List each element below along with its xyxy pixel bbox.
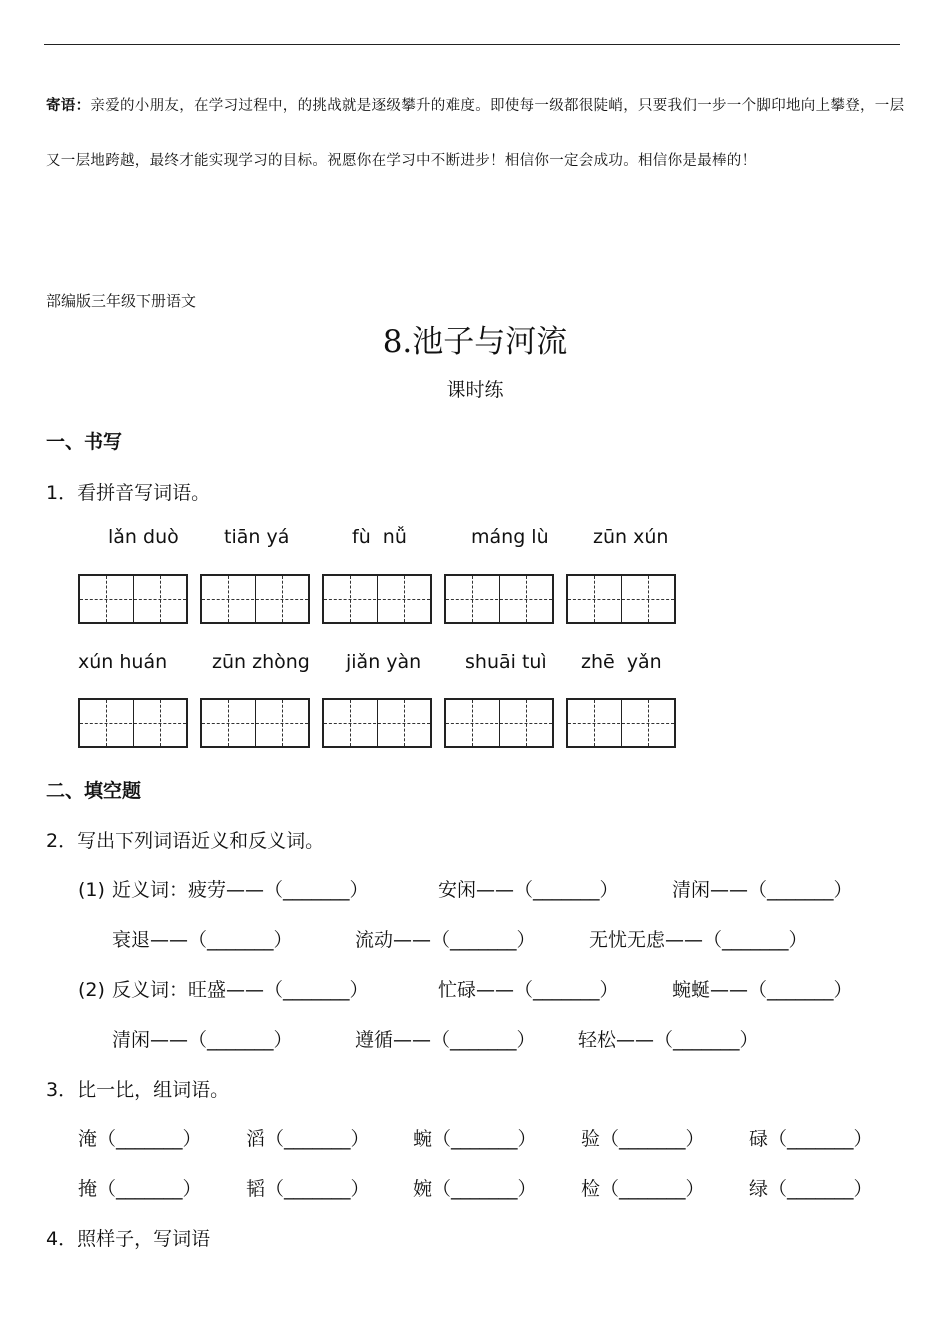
fill-item[interactable]: 衰退——（_______）	[112, 929, 293, 951]
part-number: (1)	[78, 879, 105, 901]
message-paragraph	[46, 78, 908, 189]
page-subtitle: 课时练	[446, 379, 504, 401]
fill-item[interactable]: 清闲——（_______）	[112, 1029, 293, 1051]
section-heading-fill-blank: 二、填空题	[46, 780, 142, 802]
writing-grid[interactable]	[566, 574, 676, 624]
question-3: 3．比一比，组词语。	[46, 1079, 230, 1101]
writing-grid[interactable]	[566, 698, 676, 748]
fill-item[interactable]: 清闲——（_______）	[672, 879, 853, 901]
pinyin-label: xún huán	[78, 651, 168, 673]
compare-item[interactable]: 绿（_______）	[749, 1178, 873, 1200]
pinyin-label: zhē yǎn	[581, 651, 662, 673]
fill-item[interactable]: 忙碌——（_______）	[438, 979, 619, 1001]
writing-grid[interactable]	[444, 698, 554, 748]
compare-item[interactable]: 蜿（_______）	[413, 1128, 537, 1150]
compare-item[interactable]: 碌（_______）	[749, 1128, 873, 1150]
compare-item[interactable]: 韬（_______）	[246, 1178, 370, 1200]
fill-item[interactable]: 蜿蜒——（_______）	[672, 979, 853, 1001]
pinyin-label: shuāi tuì	[465, 651, 547, 673]
pinyin-label: zūn xún	[593, 526, 669, 548]
message-text: 亲爱的小朋友，在学习过程中，的挑战就是逐级攀升的难度。即使每一级都很陡峭，只要我们一步一个脚印地向上攀登，一层又一层地跨越，最终才能实现学习的目标。祝愿你在学习中不断进步！相信你一定会成功。相信你是最棒的！	[46, 98, 905, 169]
pinyin-label: máng lù	[471, 526, 549, 548]
fill-item[interactable]: 遵循——（_______）	[355, 1029, 536, 1051]
question-4: 4．照样子，写词语	[46, 1228, 211, 1250]
fill-item[interactable]: 安闲——（_______）	[438, 879, 619, 901]
fill-item[interactable]: 轻松——（_______）	[578, 1029, 759, 1051]
writing-grid[interactable]	[200, 698, 310, 748]
pinyin-label: fù nǚ	[352, 526, 407, 548]
question-1: 1．看拼音写词语。	[46, 482, 211, 504]
question-2: 2．写出下列词语近义和反义词。	[46, 830, 325, 852]
section-heading-writing: 一、书写	[46, 431, 123, 453]
writing-grid[interactable]	[444, 574, 554, 624]
fill-item[interactable]: 无忧无虑——（_______）	[589, 929, 808, 951]
writing-grid[interactable]	[322, 698, 432, 748]
page-title: 8.池子与河流	[382, 324, 568, 360]
compare-item[interactable]: 验（_______）	[581, 1128, 705, 1150]
pinyin-label: tiān yá	[224, 526, 290, 548]
compare-item[interactable]: 婉（_______）	[413, 1178, 537, 1200]
edition-label: 部编版三年级下册语文	[46, 292, 197, 310]
compare-item[interactable]: 滔（_______）	[246, 1128, 370, 1150]
header-rule	[44, 44, 900, 45]
pinyin-label: jiǎn yàn	[346, 651, 422, 673]
compare-item[interactable]: 淹（_______）	[78, 1128, 202, 1150]
writing-grid[interactable]	[78, 574, 188, 624]
pinyin-label: zūn zhòng	[212, 651, 310, 673]
pinyin-label: lǎn duò	[108, 526, 179, 548]
writing-grid[interactable]	[200, 574, 310, 624]
fill-item[interactable]: 反义词：旺盛——（_______）	[112, 979, 369, 1001]
fill-item[interactable]: 近义词：疲劳——（_______）	[112, 879, 369, 901]
writing-grid[interactable]	[78, 698, 188, 748]
compare-item[interactable]: 检（_______）	[581, 1178, 705, 1200]
fill-item[interactable]: 流动——（_______）	[355, 929, 536, 951]
writing-grid[interactable]	[322, 574, 432, 624]
part-number: (2)	[78, 979, 105, 1001]
compare-item[interactable]: 掩（_______）	[78, 1178, 202, 1200]
message-label: 寄语：	[46, 97, 91, 114]
